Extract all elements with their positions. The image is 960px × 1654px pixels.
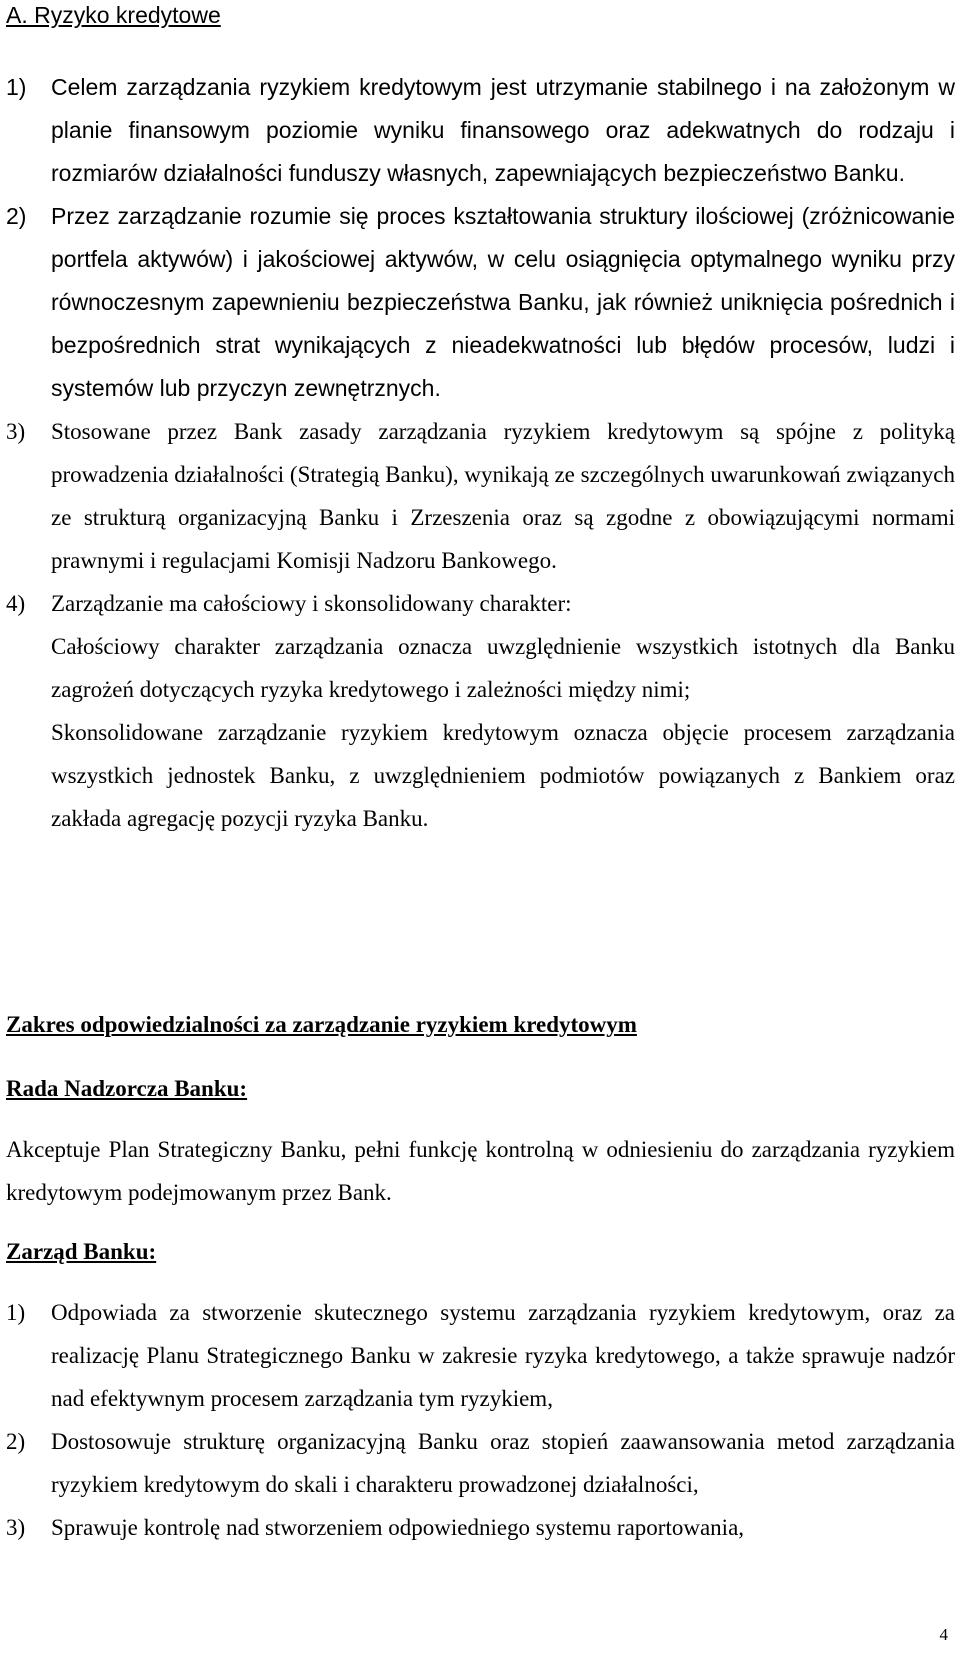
page-number: 4: [939, 1625, 948, 1644]
intro-list-item: [6, 195, 955, 410]
list-item-text: Odpowiada za stworzenie skutecznego systemu zarządzania ryzykiem kredytowym, oraz za realizację Planu Strategicznego Banku w zakresie ryzyka kredytowego, a także sprawuje nadzór nad efektywnym procesem zarządzania tym ryzykiem,: [51, 1300, 955, 1411]
list-item-subtext: Całościowy charakter zarządzania oznacza uwzględnienie wszystkich istotnych dla Banku zagrożeń dotyczących ryzyka kredytowego i zależności między nimi;: [51, 634, 955, 702]
management-board-list: [6, 1291, 955, 1549]
list-item-text: Przez zarządzanie rozumie się proces kształtowania struktury ilościowej (zróżnicowanie portfela aktywów) i jakościowej aktywów, w celu osiągnięcia optymalnego wyniku przy równoczesnym zapewnieniu bezpieczeństwa Banku, jak również uniknięcia pośrednich i bezpośrednich strat wynikających z nieadekwatności lub błędów procesów, ludzi i systemów lub przyczyn zewnętrznych.: [51, 203, 955, 401]
intro-list: [6, 66, 955, 840]
management-list-item: [6, 1291, 955, 1420]
list-number: 2): [6, 1429, 26, 1454]
management-list-item: [6, 1420, 955, 1506]
list-number: 1): [6, 1300, 26, 1325]
list-item-text: Dostosowuje strukturę organizacyjną Banku oraz stopień zaawansowania metod zarządzania ryzykiem kredytowym do skali i charakteru prowadzonej działalności,: [51, 1429, 955, 1497]
list-number: 2): [6, 203, 27, 229]
list-item-text: Stosowane przez Bank zasady zarządzania ryzykiem kredytowym są spójne z polityką prowadzenia działalności (Strategią Banku), wynikają ze szczególnych uwarunkowań związanych ze strukturą organizacyjną Banku i Zrzeszenia oraz są zgodne z obowiązującymi normami prawnymi i regulacjami Komisji Nadzoru Bankowego.: [51, 419, 955, 573]
list-item-text: Zarządzanie ma całościowy i skonsolidowany charakter:: [51, 591, 572, 616]
intro-list-item: [6, 66, 955, 195]
supervisory-board-text: Akceptuje Plan Strategiczny Banku, pełni funkcję kontrolną w odniesieniu do zarządzania ryzykiem kredytowym podejmowanym przez Bank.: [6, 1137, 955, 1205]
list-item-text: Sprawuje kontrolę nad stworzeniem odpowiedniego systemu raportowania,: [51, 1515, 745, 1540]
list-number: 4): [6, 591, 26, 616]
section-title: A. Ryzyko kredytowe: [6, 2, 221, 28]
list-number: 1): [6, 74, 27, 100]
management-board-heading: Zarząd Banku:: [6, 1239, 157, 1264]
intro-list-item: [6, 410, 955, 582]
intro-list-item: [6, 582, 955, 840]
list-item-subtext: Skonsolidowane zarządzanie ryzykiem kredytowym oznacza objęcie procesem zarządzania wszystkich jednostek Banku, z uwzględnieniem podmiotów powiązanych z Bankiem oraz zakłada agregację pozycji ryzyka Banku.: [51, 720, 955, 831]
responsibility-heading: Zakres odpowiedzialności za zarządzanie ryzykiem kredytowym: [6, 1012, 637, 1037]
list-item-text: Celem zarządzania ryzykiem kredytowym jest utrzymanie stabilnego i na założonym w planie finansowym poziomie wyniku finansowego oraz adekwatnych do rodzaju i rozmiarów działalności funduszy własnych, zapewniających bezpieczeństwo Banku.: [51, 74, 955, 186]
list-number: 3): [6, 1515, 26, 1540]
management-list-item: [6, 1506, 955, 1549]
supervisory-board-heading: Rada Nadzorcza Banku:: [6, 1076, 248, 1101]
list-number: 3): [6, 419, 26, 444]
